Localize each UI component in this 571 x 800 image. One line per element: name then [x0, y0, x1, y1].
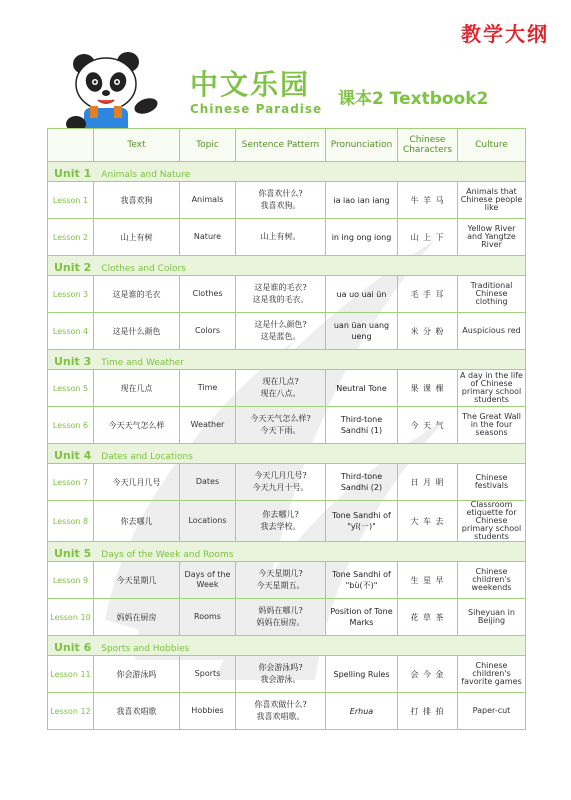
- sentence-pattern: [236, 501, 326, 542]
- chinese-characters: 山 上 下: [398, 219, 458, 256]
- lesson-number: Lesson 3: [48, 276, 94, 313]
- lesson-topic: Days of the Week: [180, 562, 236, 599]
- lesson-row: [48, 599, 526, 636]
- chinese-characters: 花 草 茶: [398, 599, 458, 636]
- unit-row: [48, 162, 526, 182]
- col-lesson-header: [48, 129, 94, 162]
- lesson-text: 这是谁的毛衣: [94, 276, 180, 313]
- lesson-topic: Colors: [180, 313, 236, 350]
- pattern-line: 我喜欢唱歌。: [256, 712, 305, 721]
- lesson-topic: Dates: [180, 464, 236, 501]
- panda-mascot-icon: [54, 48, 166, 140]
- culture-note: Auspicious red: [458, 313, 526, 350]
- sentence-pattern: [236, 407, 326, 444]
- pronunciation: Tone Sandhi of "bù(不)": [326, 562, 398, 599]
- syllabus-table: [47, 128, 526, 730]
- unit-row: [48, 636, 526, 656]
- culture-note: Classroom etiquette for Chinese primary school students: [458, 501, 526, 542]
- pronunciation: Neutral Tone: [326, 370, 398, 407]
- lesson-text: 这是什么颜色: [94, 313, 180, 350]
- sentence-pattern: [236, 182, 326, 219]
- sentence-pattern: [236, 370, 326, 407]
- col-pattern-header: Sentence Pattern: [236, 129, 326, 162]
- lesson-number: Lesson 2: [48, 219, 94, 256]
- col-characters-header: Chinese Characters: [398, 129, 458, 162]
- lesson-topic: Animals: [180, 182, 236, 219]
- lesson-number: Lesson 12: [48, 693, 94, 730]
- unit-row: [48, 444, 526, 464]
- pattern-line: 这是我的毛衣。: [252, 295, 309, 304]
- chinese-characters: 打 排 拍: [398, 693, 458, 730]
- sentence-pattern: [236, 562, 326, 599]
- pattern-line: 你会游泳吗?: [258, 663, 303, 672]
- unit-cell: [48, 256, 526, 276]
- culture-note: Chinese festivals: [458, 464, 526, 501]
- pattern-line: 我会游泳。: [260, 675, 301, 684]
- culture-note: A day in the life of Chinese primary school students: [458, 370, 526, 407]
- lesson-topic: Locations: [180, 501, 236, 542]
- chinese-characters: 毛 手 耳: [398, 276, 458, 313]
- chinese-characters: 会 今 金: [398, 656, 458, 693]
- unit-number: Unit 3: [54, 355, 92, 368]
- unit-title: Time and Weather: [101, 358, 184, 368]
- unit-row: [48, 350, 526, 370]
- culture-note: Siheyuan in Beijing: [458, 599, 526, 636]
- pattern-line: 我去学校。: [260, 522, 301, 531]
- pattern-line: 这是谁的毛衣?: [254, 283, 307, 292]
- sentence-pattern: [236, 313, 326, 350]
- unit-title: Clothes and Colors: [101, 264, 186, 274]
- pattern-line: 今天几月几号?: [254, 471, 307, 480]
- unit-title: Dates and Locations: [101, 452, 193, 462]
- pronunciation: ua uo uai ün: [326, 276, 398, 313]
- pattern-line: 现在八点。: [260, 389, 301, 398]
- pattern-line: 今天九月十号。: [252, 483, 309, 492]
- pronunciation: Erhua: [326, 693, 398, 730]
- unit-title: Animals and Nature: [101, 170, 191, 180]
- lesson-text: 妈妈在厨房: [94, 599, 180, 636]
- pattern-line: 我喜欢狗。: [260, 201, 301, 210]
- col-pronunciation-header: Pronunciation: [326, 129, 398, 162]
- pattern-line: 你喜欢什么?: [258, 189, 303, 198]
- chinese-characters: 日 月 明: [398, 464, 458, 501]
- unit-cell: [48, 162, 526, 182]
- lesson-text: 你去哪儿: [94, 501, 180, 542]
- pattern-line: 今天天气怎么样?: [250, 414, 311, 423]
- pronunciation: uan üan uang ueng: [326, 313, 398, 350]
- unit-number: Unit 2: [54, 261, 92, 274]
- pronunciation: Third-tone Sandhi (1): [326, 407, 398, 444]
- lesson-topic: Weather: [180, 407, 236, 444]
- lesson-text: 今天几月几号: [94, 464, 180, 501]
- culture-note: Chinese children's favorite games: [458, 656, 526, 693]
- lesson-row: [48, 501, 526, 542]
- pronunciation: Third-tone Sandhi (2): [326, 464, 398, 501]
- lesson-number: Lesson 9: [48, 562, 94, 599]
- chinese-characters: 今 天 气: [398, 407, 458, 444]
- unit-row: [48, 256, 526, 276]
- textbook-label: 课本2 Textbook2: [338, 89, 489, 109]
- pattern-line: 今天星期五。: [256, 581, 305, 590]
- col-topic-header: Topic: [180, 129, 236, 162]
- unit-number: Unit 4: [54, 449, 92, 462]
- sentence-pattern: [236, 693, 326, 730]
- lesson-number: Lesson 4: [48, 313, 94, 350]
- brand-chinese-title: 中文乐园: [190, 68, 311, 101]
- lesson-row: [48, 370, 526, 407]
- pattern-line: 这是什么颜色?: [254, 320, 307, 329]
- brand-english-title: Chinese Paradise: [190, 102, 323, 116]
- lesson-number: Lesson 6: [48, 407, 94, 444]
- unit-number: Unit 5: [54, 547, 92, 560]
- unit-title: Days of the Week and Rooms: [101, 550, 234, 560]
- lesson-topic: Hobbies: [180, 693, 236, 730]
- sentence-pattern: [236, 599, 326, 636]
- lesson-row: [48, 219, 526, 256]
- lesson-number: Lesson 5: [48, 370, 94, 407]
- lesson-row: [48, 313, 526, 350]
- col-text-header: Text: [94, 129, 180, 162]
- pattern-line: 现在几点?: [262, 377, 299, 386]
- culture-note: Traditional Chinese clothing: [458, 276, 526, 313]
- pronunciation: Tone Sandhi of "yī(一)": [326, 501, 398, 542]
- pronunciation: in ing ong iong: [326, 219, 398, 256]
- unit-cell: [48, 444, 526, 464]
- unit-cell: [48, 636, 526, 656]
- sentence-pattern: [236, 276, 326, 313]
- lesson-number: Lesson 10: [48, 599, 94, 636]
- unit-cell: [48, 350, 526, 370]
- lesson-topic: Nature: [180, 219, 236, 256]
- lesson-topic: Rooms: [180, 599, 236, 636]
- page-heading: 教学大纲: [461, 22, 549, 46]
- pronunciation: Position of Tone Marks: [326, 599, 398, 636]
- sentence-pattern: [236, 464, 326, 501]
- lesson-text: 我喜欢狗: [94, 182, 180, 219]
- pattern-line: 今天下雨。: [260, 426, 301, 435]
- culture-note: Chinese children's weekends: [458, 562, 526, 599]
- chinese-characters: 牛 羊 马: [398, 182, 458, 219]
- chinese-characters: 大 车 去: [398, 501, 458, 542]
- pattern-line: 今天星期几?: [258, 569, 303, 578]
- unit-number: Unit 6: [54, 641, 92, 654]
- lesson-row: [48, 276, 526, 313]
- pattern-line: 你喜欢做什么?: [254, 700, 307, 709]
- culture-note: The Great Wall in the four seasons: [458, 407, 526, 444]
- unit-number: Unit 1: [54, 167, 92, 180]
- lesson-row: [48, 182, 526, 219]
- chinese-characters: 生 星 早: [398, 562, 458, 599]
- lesson-topic: Clothes: [180, 276, 236, 313]
- culture-note: Animals that Chinese people like: [458, 182, 526, 219]
- sentence-pattern: [236, 219, 326, 256]
- unit-title: Sports and Hobbies: [101, 644, 190, 654]
- culture-note: Paper-cut: [458, 693, 526, 730]
- lesson-number: Lesson 11: [48, 656, 94, 693]
- lesson-row: [48, 562, 526, 599]
- pattern-line: 你去哪儿?: [262, 510, 299, 519]
- pattern-line: 这是蓝色。: [260, 332, 301, 341]
- lesson-row: [48, 407, 526, 444]
- lesson-row: [48, 693, 526, 730]
- brand-logo: [190, 70, 322, 116]
- chinese-characters: 果 课 棵: [398, 370, 458, 407]
- lesson-row: [48, 656, 526, 693]
- lesson-text: 现在几点: [94, 370, 180, 407]
- unit-row: [48, 542, 526, 562]
- pattern-line: 妈妈在哪儿?: [258, 606, 303, 615]
- lesson-topic: Time: [180, 370, 236, 407]
- lesson-number: Lesson 1: [48, 182, 94, 219]
- sentence-pattern: [236, 656, 326, 693]
- pronunciation: Spelling Rules: [326, 656, 398, 693]
- pattern-line: 山上有树。: [260, 232, 301, 241]
- culture-note: Yellow River and Yangtze River: [458, 219, 526, 256]
- lesson-text: 今天星期几: [94, 562, 180, 599]
- chinese-characters: 米 分 粉: [398, 313, 458, 350]
- lesson-text: 你会游泳吗: [94, 656, 180, 693]
- lesson-number: Lesson 7: [48, 464, 94, 501]
- pattern-line: 妈妈在厨房。: [256, 618, 305, 627]
- lesson-text: 山上有树: [94, 219, 180, 256]
- unit-cell: [48, 542, 526, 562]
- table-header-row: [48, 129, 526, 162]
- lesson-number: Lesson 8: [48, 501, 94, 542]
- col-culture-header: Culture: [458, 129, 526, 162]
- lesson-row: [48, 464, 526, 501]
- lesson-topic: Sports: [180, 656, 236, 693]
- lesson-text: 我喜欢唱歌: [94, 693, 180, 730]
- pronunciation: ia iao ian iang: [326, 182, 398, 219]
- lesson-text: 今天天气怎么样: [94, 407, 180, 444]
